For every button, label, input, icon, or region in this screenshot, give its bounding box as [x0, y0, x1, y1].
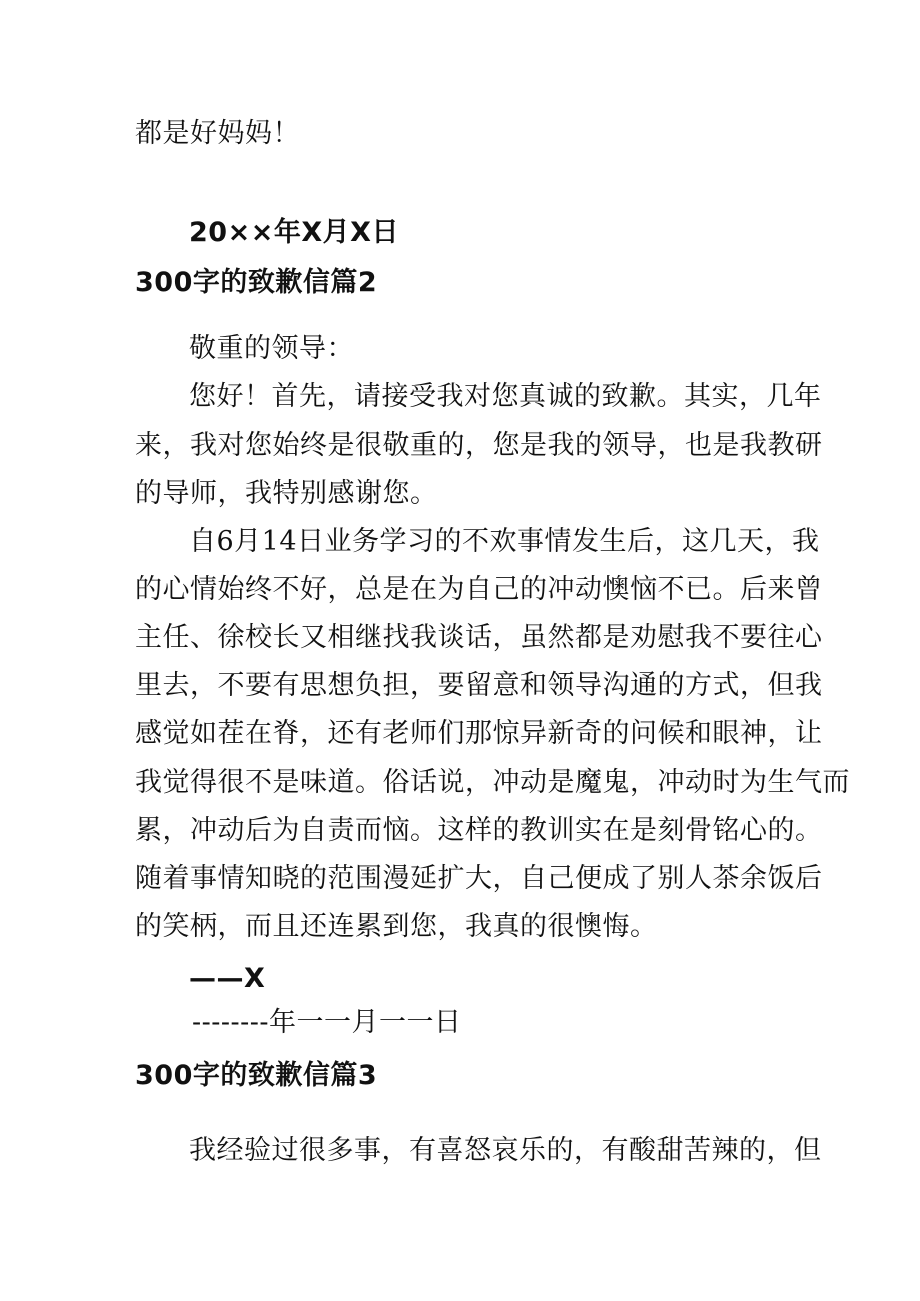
paragraph-line: 随着事情知晓的范围漫延扩大，自己便成了别人茶余饭后	[135, 863, 823, 894]
paragraph-line: 的笑柄，而且还连累到您，我真的很懊悔。	[135, 911, 658, 942]
paragraph-line: 的导师，我特别感谢您。	[135, 478, 438, 509]
paragraph-line: 累，冲动后为自责而恼。这样的教训实在是刻骨铭心的。	[135, 815, 823, 846]
section-heading-3: 300字的致歉信篇3	[135, 1060, 378, 1091]
paragraph-line: 自6月14日业务学习的不欢事情发生后，这几天，我	[189, 526, 820, 557]
date-line: 20××年X月X日	[189, 217, 399, 248]
closing-line: 都是好妈妈！	[135, 118, 300, 149]
paragraph-line: 感觉如茬在脊，还有老师们那惊异新奇的问候和眼神，让	[135, 718, 823, 749]
paragraph-line: 主任、徐校长又相继找我谈话，虽然都是劝慰我不要往心	[135, 622, 823, 653]
paragraph-line: 您好！首先，请接受我对您真诚的致歉。其实，几年	[189, 381, 822, 412]
salutation: 敬重的领导：	[189, 333, 354, 364]
paragraph-line: 的心情始终不好，总是在为自己的冲动懊恼不已。后来曾	[135, 574, 823, 605]
section-heading-2: 300字的致歉信篇2	[135, 267, 378, 298]
date-placeholder-line: --------年一一月一一日	[192, 1007, 462, 1038]
paragraph-line: 我觉得很不是味道。俗话说，冲动是魔鬼，冲动时为生气而	[135, 767, 850, 798]
paragraph-line: 来，我对您始终是很敬重的，您是我的领导，也是我教研	[135, 430, 823, 461]
paragraph-line: 我经验过很多事，有喜怒哀乐的，有酸甜苦辣的，但	[189, 1135, 822, 1166]
signature-line: ——X	[189, 963, 266, 994]
paragraph-line: 里去，不要有思想负担，要留意和领导沟通的方式，但我	[135, 670, 823, 701]
